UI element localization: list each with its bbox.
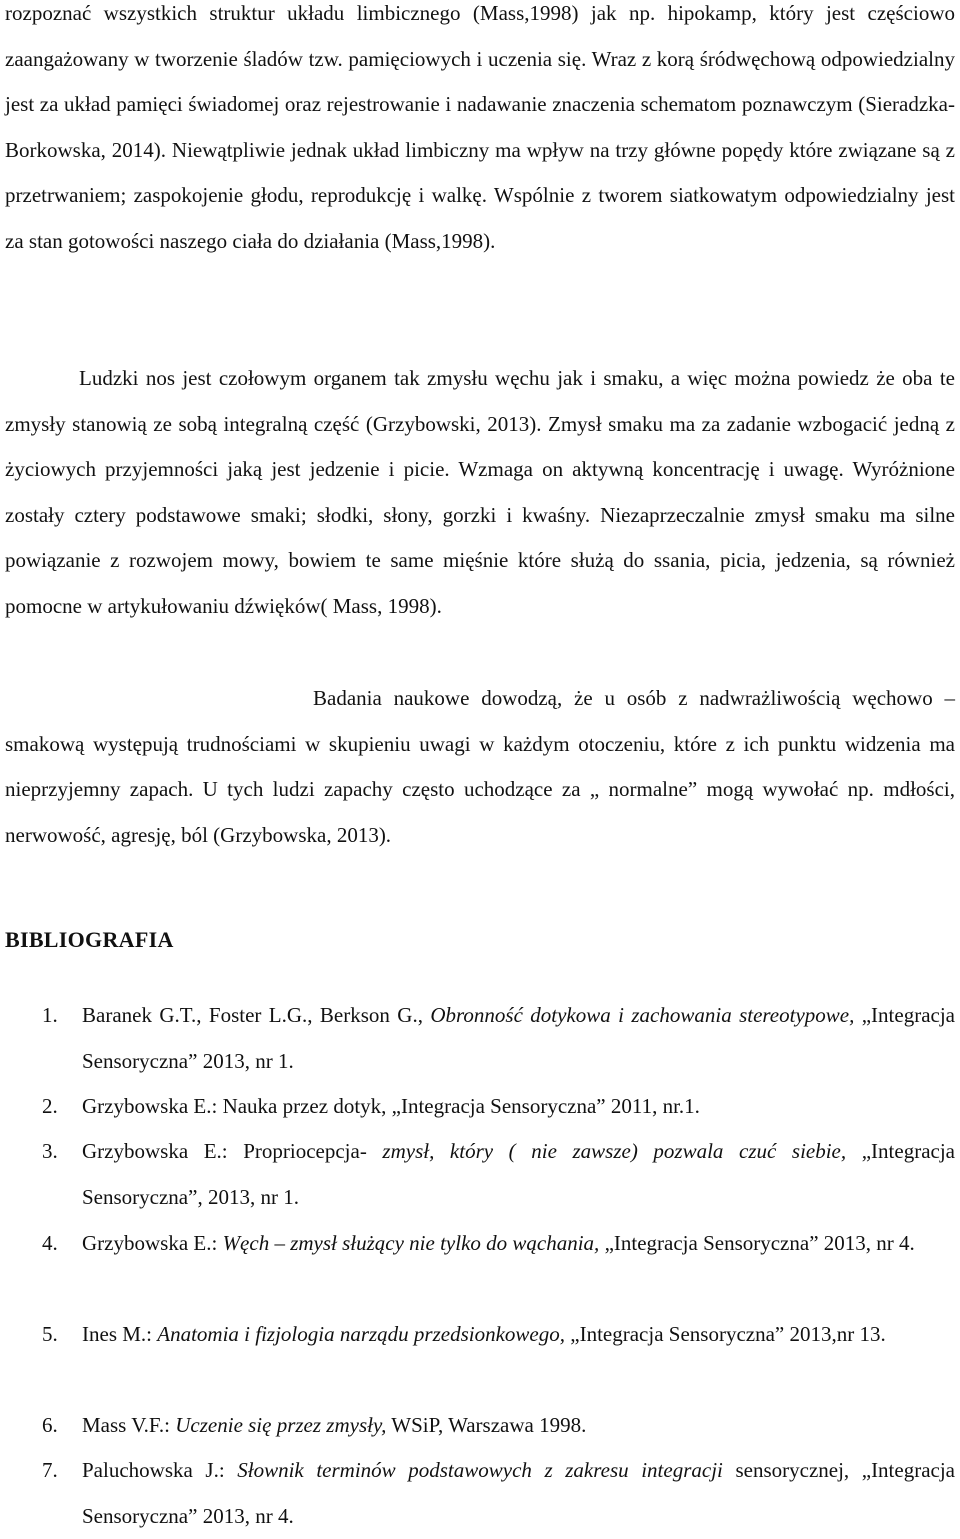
bibliography-item (0, 1312, 960, 1358)
bibliography-item (0, 993, 960, 1084)
item-title: Słownik terminów podstawowych z zakresu integracji (237, 1458, 723, 1482)
bibliography-item (0, 1129, 960, 1220)
bibliography-item (0, 1448, 960, 1539)
item-number: 5. (42, 1322, 58, 1346)
item-title: Anatomia i fizjologia narządu przedsionkowego, (157, 1322, 566, 1346)
item-number: 1. (42, 1003, 58, 1027)
item-text (82, 1084, 955, 1130)
item-text (82, 1448, 955, 1539)
body-paragraph-1: rozpoznać wszystkich struktur układu limbicznego (Mass,1998) jak np. hipokamp, który jest częściowo zaangażowany w tworzenie śladów tzw. pamięciowych i uczenia się. Wraz z korą śródwęchową odpowiedzialny jest za układ pamięci świadomej oraz rejestrowanie i nadawanie znaczenia schematom poznawczym (Sieradzka-Borkowska, 2014). Niewątpliwie jednak układ limbiczny ma wpływ na trzy główne popędy które związane są z przetrwaniem; zaspokojenie głodu, reprodukcję i walkę. Wspólnie z tworem siatkowatym odpowiedzialny jest za stan gotowości naszego ciała do działania (Mass,1998). (5, 1, 955, 253)
item-number: 7. (42, 1458, 58, 1482)
item-title: Uczenie się przez zmysły, (175, 1413, 387, 1437)
item-source: „Integracja Sensoryczna” 2013, nr 1. (82, 1003, 955, 1073)
item-title: zmysł, który ( nie zawsze) pozwala czuć siebie, (382, 1139, 847, 1163)
item-source: sensorycznej, „Integracja Sensoryczna” 2013, nr 4. (82, 1458, 956, 1528)
item-authors: Grzybowska E.: Propriocepcja- (82, 1139, 383, 1163)
item-source: „Integracja Sensoryczna”, 2013, nr 1. (82, 1139, 955, 1209)
item-source: Nauka przez dotyk, „Integracja Sensoryczna” 2011, nr.1. (222, 1094, 700, 1118)
bibliography-heading: BIBLIOGRAFIA (5, 927, 174, 952)
bibliography-item (0, 1221, 960, 1267)
item-text (82, 1312, 955, 1358)
item-number: 3. (42, 1139, 58, 1163)
body-paragraph-3: Badania naukowe dowodzą, że u osób z nadwrażliwością węchowo – smakową występują trudnościami w skupieniu uwagi w każdym otoczeniu, które z ich punktu widzenia ma nieprzyjemny zapach. U tych ludzi zapachy często uchodzące za „ normalne” mogą wywołać np. mdłości, nerwowość, agresję, ból (Grzybowska, 2013). (5, 686, 955, 847)
item-title: Węch – zmysł służący nie tylko do wąchania, (222, 1231, 600, 1255)
item-source: WSiP, Warszawa 1998. (386, 1413, 587, 1437)
item-authors: Grzybowska E.: (82, 1231, 223, 1255)
item-source: „Integracja Sensoryczna” 2013, nr 4. (599, 1231, 915, 1255)
bibliography-item (0, 1403, 960, 1449)
item-source: „Integracja Sensoryczna” 2013,nr 13. (565, 1322, 886, 1346)
item-authors: Mass V.F.: (82, 1413, 176, 1437)
item-number: 4. (42, 1231, 58, 1255)
item-authors: Baranek G.T., Foster L.G., Berkson G., (82, 1003, 431, 1027)
item-text (82, 1221, 955, 1267)
item-authors: Grzybowska E.: (82, 1094, 223, 1118)
item-authors: Paluchowska J.: (82, 1458, 238, 1482)
item-number: 2. (42, 1094, 58, 1118)
bibliography-item (0, 1084, 960, 1130)
item-title: Obronność dotykowa i zachowania stereotypowe, (430, 1003, 855, 1027)
item-number: 6. (42, 1413, 58, 1437)
body-paragraph-2: Ludzki nos jest czołowym organem tak zmysłu węchu jak i smaku, a więc można powiedz że oba te zmysły stanowią ze sobą integralną część (Grzybowski, 2013). Zmysł smaku ma za zadanie wzbogacić jedną z życiowych przyjemności jaką jest jedzenie i picie. Wzmaga on aktywną koncentrację i uwagę. Wyróżnione zostały cztery podstawowe smaki; słodki, słony, gorzki i kwaśny. Niezaprzeczalnie zmysł smaku ma silne powiązanie z rozwojem mowy, bowiem te same mięśnie które służą do ssania, picia, jedzenia, są również pomocne w artykułowaniu dźwięków( Mass, 1998). (5, 366, 955, 618)
item-text (82, 993, 955, 1084)
item-text (82, 1129, 955, 1220)
item-authors: Ines M.: (82, 1322, 158, 1346)
item-text (82, 1403, 955, 1449)
